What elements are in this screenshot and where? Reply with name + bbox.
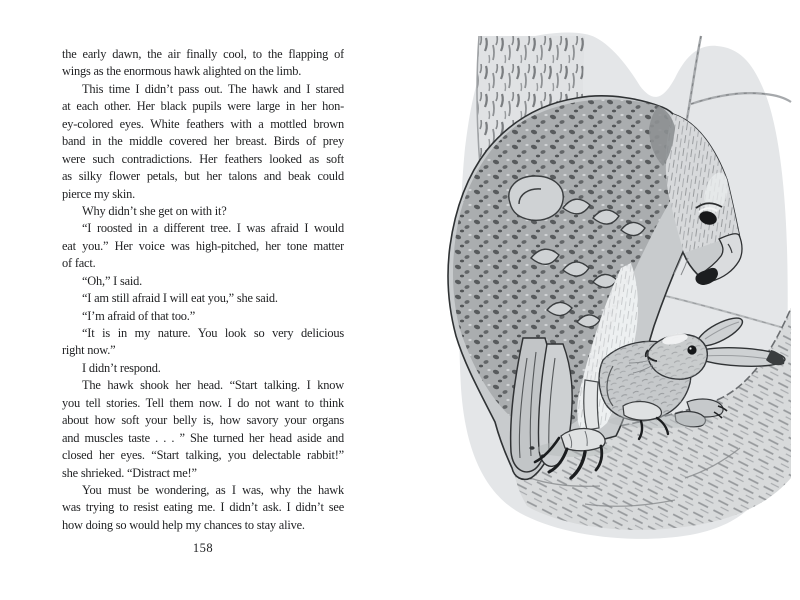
text-line: wings as the enormous hawk alighted on the limb.: [62, 64, 302, 79]
text-line: as silky flower petals, but her talons and beak could: [62, 169, 344, 184]
text-line: you tell stories. Tell them now. I do not want to think: [62, 395, 344, 410]
text-line: I didn’t respond.: [82, 360, 161, 375]
text-line: the early dawn, the air finally cool, to the flapping of: [62, 47, 344, 61]
text-line: “I roosted in a different tree. I was afraid I would: [82, 221, 344, 236]
text-line: she shrieked. “Distract me!”: [62, 465, 197, 480]
text-line: Why didn’t she get on with it?: [82, 203, 227, 218]
text-line: “I am still afraid I will eat you,” she said.: [82, 291, 278, 306]
text-line: You must be wondering, as I was, why the hawk: [82, 482, 344, 497]
text-line: “It is in my nature. You look so very delicious: [82, 326, 344, 340]
text-line: of fact.: [62, 256, 96, 271]
rabbit-eye: [687, 345, 696, 354]
text-line: band in the middle covered her breast. Birds of prey: [62, 134, 344, 149]
text-column: [62, 46, 344, 534]
illustration-page: [435, 8, 795, 586]
text-line: “I’m afraid of that too.”: [82, 308, 196, 323]
text-line: how doing so would help my chances to stay alive.: [62, 517, 305, 532]
text-line: ey-colored eyes. White feathers with a mottled brown: [62, 116, 344, 131]
text-line: eat you.” Her voice was high-pitched, her tone matter: [62, 238, 344, 253]
text-line: right now.”: [62, 343, 116, 358]
text-line: at each other. Her black pupils were large in her hon-: [62, 99, 344, 114]
text-line: about how soft your belly is, how savory your organs: [62, 413, 344, 428]
text-line: and muscles taste . . . ” She turned her head aside and: [62, 430, 344, 445]
text-line: “Oh,” I said.: [82, 273, 143, 288]
book-illustration: [435, 8, 795, 586]
text-line: was trying to resist eating me. I didn’t ask. I didn’t see: [62, 500, 344, 515]
text-line: were such contradictions. Her feathers looked as soft: [62, 151, 344, 166]
page-number: 158: [192, 541, 214, 555]
text-line: The hawk shook her head. “Start talking. I know: [82, 378, 344, 393]
text-line: pierce my skin.: [62, 186, 136, 201]
text-line: closed her eyes. “Start talking, you delectable rabbit!”: [62, 448, 344, 463]
text-line: This time I didn’t pass out. The hawk and I stared: [82, 81, 344, 96]
